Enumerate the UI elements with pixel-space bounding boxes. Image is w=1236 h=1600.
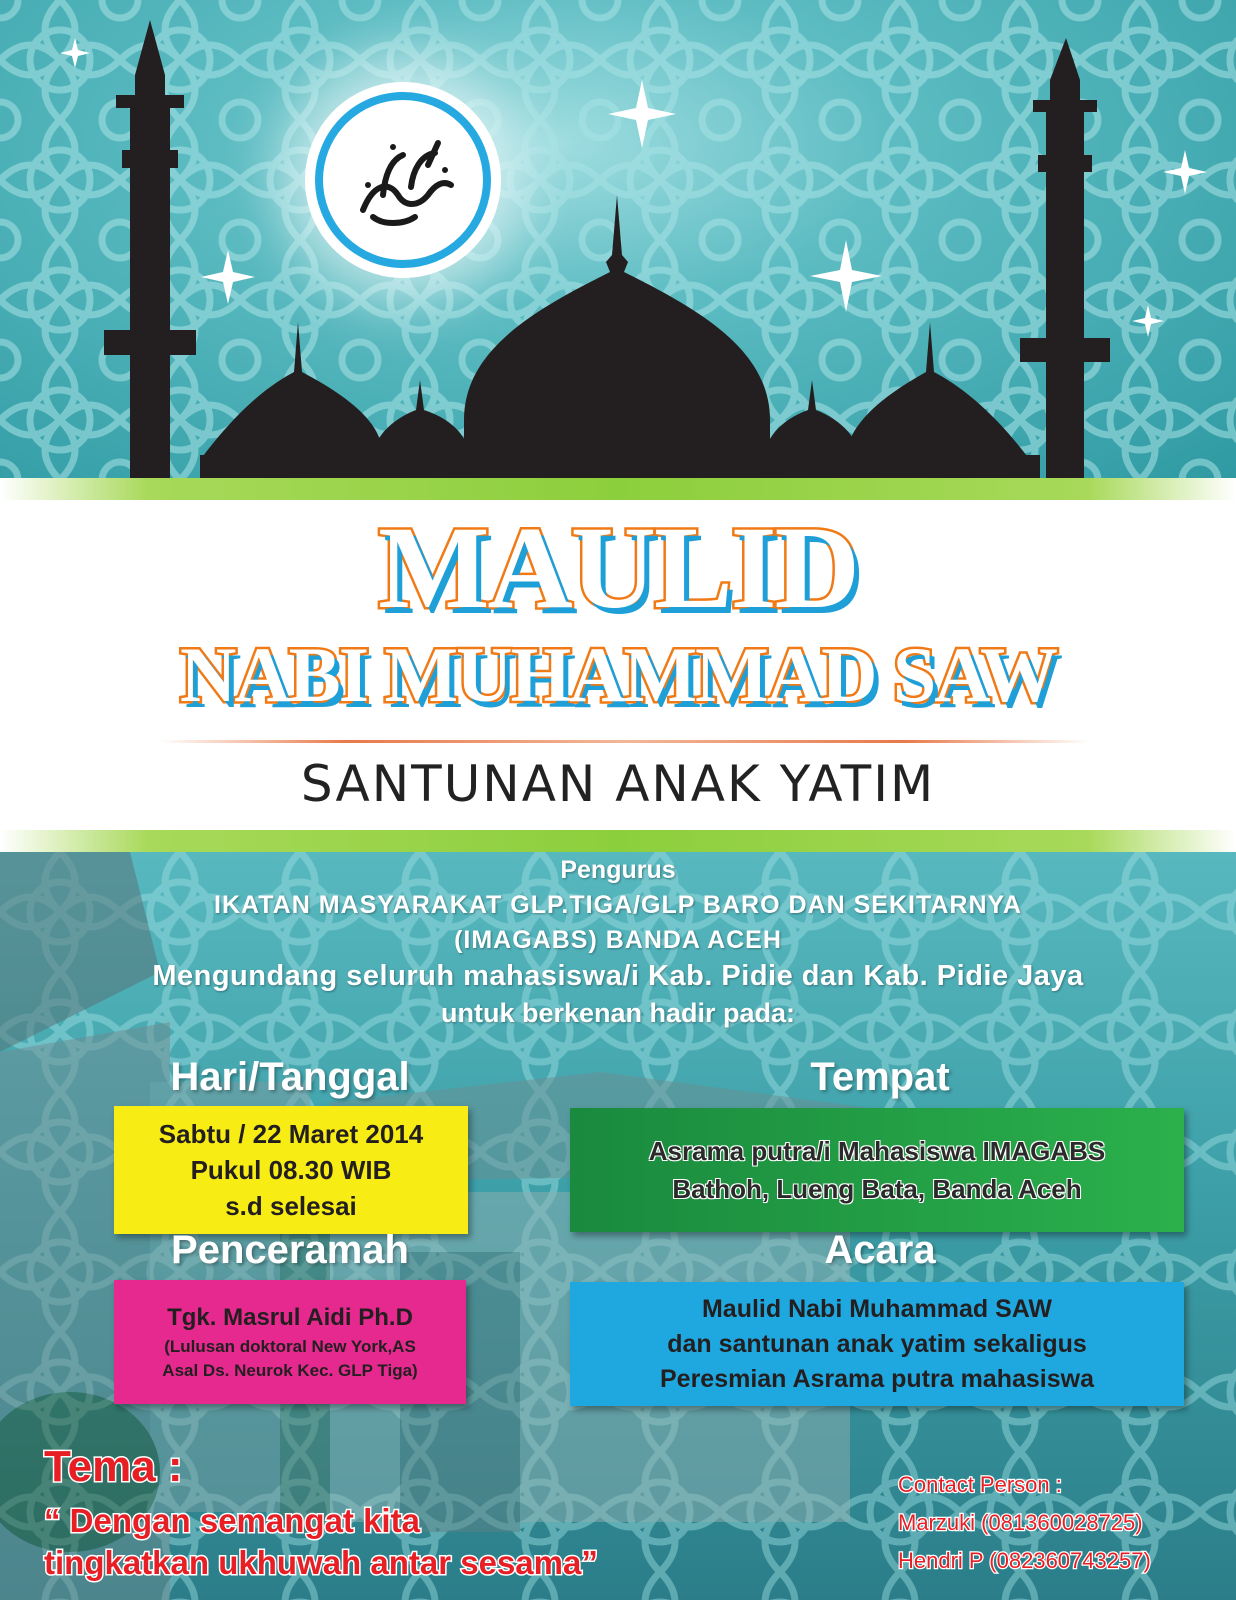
acara-line3: Peresmian Asrama putra mahasiswa (659, 1364, 1094, 1393)
contact-title: Contact Person : (898, 1472, 1062, 1497)
hari-time: Pukul 08.30 WIB (190, 1155, 392, 1185)
penceramah-label: Penceramah (171, 1228, 409, 1272)
intro-organization-abbr: (IMAGABS) BANDA ACEH (454, 926, 782, 954)
intro-invitation: Mengundang seluruh mahasiswa/i Kab. Pidie dan Kab. Pidie Jaya (152, 960, 1084, 992)
logo-ring (315, 92, 491, 268)
green-divider-bottom (0, 830, 1236, 852)
tempat-box (570, 1108, 1184, 1232)
mosque-silhouette (0, 0, 1236, 478)
title-nabi: NABI MUHAMMAD SAW (180, 631, 1056, 718)
tema-line2: tingkatkan ukhuwah antar sesama” (44, 1544, 598, 1581)
title-divider (160, 740, 1090, 743)
penceramah-name: Tgk. Masrul Aidi Ph.D (167, 1304, 413, 1331)
calligraphy-icon (343, 125, 463, 235)
tempat-label: Tempat (810, 1055, 950, 1099)
header-banner (0, 0, 1236, 478)
acara-label: Acara (824, 1228, 936, 1272)
contact-person-2: Hendri P (082360743257) (898, 1548, 1151, 1573)
acara-box (570, 1282, 1184, 1406)
acara-line2: dan santunan anak yatim sekaligus (667, 1329, 1087, 1358)
tempat-venue: Asrama putra/i Mahasiswa IMAGABS (648, 1136, 1106, 1166)
tempat-address: Bathoh, Lueng Bata, Banda Aceh (672, 1174, 1082, 1204)
penceramah-origin: Asal Ds. Neurok Kec. GLP Tiga) (162, 1361, 418, 1380)
intro-organization: IKATAN MASYARAKAT GLP.TIGA/GLP BARO DAN SEKITARNYA (214, 891, 1022, 919)
tema-line1: “ Dengan semangat kita (44, 1502, 420, 1539)
hari-tanggal-box (114, 1106, 468, 1234)
tema-label: Tema : (44, 1442, 183, 1491)
hari-until: s.d selesai (225, 1191, 357, 1221)
contact-person-1: Marzuki (081360028725) (898, 1510, 1143, 1535)
green-divider-top (0, 478, 1236, 500)
penceramah-box (114, 1280, 466, 1404)
subtitle: SANTUNAN ANAK YATIM (300, 755, 936, 813)
muhammad-calligraphy-logo (305, 82, 501, 278)
title-maulid: MAULID (378, 502, 858, 633)
intro-hadir: untuk berkenan hadir pada: (440, 998, 796, 1028)
intro-pengurus: Pengurus (560, 856, 676, 884)
hari-date: Sabtu / 22 Maret 2014 (158, 1119, 424, 1149)
acara-line1: Maulid Nabi Muhammad SAW (701, 1294, 1053, 1323)
penceramah-education: (Lulusan doktoral New York,AS (164, 1337, 416, 1356)
hari-tanggal-label: Hari/Tanggal (170, 1055, 410, 1099)
